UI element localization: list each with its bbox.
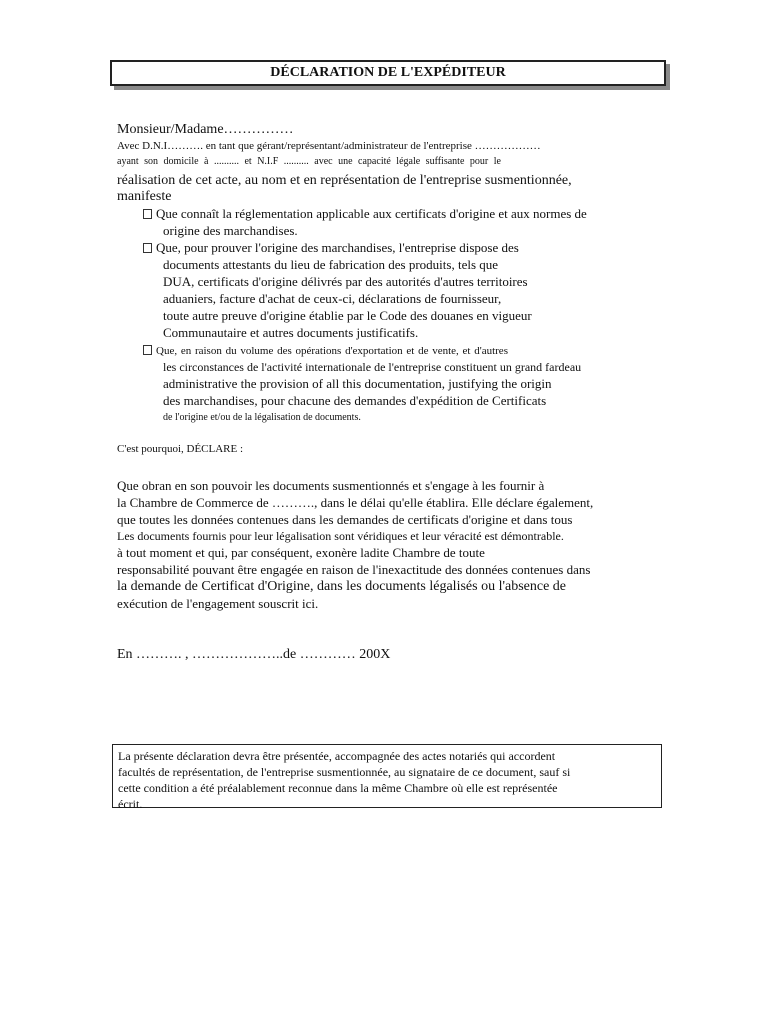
- document-title: DÉCLARATION DE L'EXPÉDITEUR: [110, 60, 666, 86]
- declaration-line-6: responsabilité pouvant être engagée en raison de l'inexactitude des données contenues dans: [117, 562, 591, 577]
- item-2-line-5: toute autre preuve d'origine établie par le Code des douanes en vigueur: [163, 308, 532, 323]
- intro-line-2: ayant son domicile à .......... et N.I.F .......... avec une capacité légale suffisante pour le: [117, 156, 501, 167]
- item-1-line-1: Que connaît la réglementation applicable aux certificats d'origine et aux normes de: [143, 207, 587, 222]
- item-3-line-1: Que, en raison du volume des opérations d'exportation et de vente, et d'autres: [143, 345, 508, 358]
- item-2-line-2: documents attestants du lieu de fabrication des produits, tels que: [163, 257, 499, 272]
- intro-line-3: réalisation de cet acte, au nom et en représentation de l'entreprise susmentionnée,: [117, 173, 572, 188]
- item-3-line-2: les circonstances de l'activité internationale de l'entreprise constituent un grand fardeau: [163, 360, 582, 374]
- declaration-line-2: la Chambre de Commerce de ………., dans le délai qu'elle établira. Elle déclare également,: [117, 495, 594, 510]
- salutation: Monsieur/Madame……………: [117, 122, 294, 137]
- intro-line-4: manifeste: [117, 189, 172, 204]
- declaration-line-4: Les documents fournis pour leur légalisation sont véridiques et leur véracité est démontrable.: [117, 529, 564, 543]
- declaration-line-8: exécution de l'engagement souscrit ici.: [117, 596, 319, 611]
- item-1-line-2: origine des marchandises.: [163, 223, 298, 238]
- declare-label: C'est pourquoi, DÉCLARE :: [117, 443, 244, 455]
- notice-line-4: écrit.: [118, 797, 143, 811]
- item-2-line-6: Communautaire et autres documents justificatifs.: [163, 325, 419, 340]
- notice-line-1: La présente déclaration devra être présentée, accompagnée des actes notariés qui accordent: [118, 749, 556, 763]
- notice-line-3: cette condition a été préalablement reconnue dans la même Chambre où elle est représentée: [118, 781, 558, 795]
- declaration-line-7: la demande de Certificat d'Origine, dans les documents légalisés ou l'absence de: [117, 579, 567, 594]
- declaration-line-1: Que obran en son pouvoir les documents susmentionnés et s'engage à les fournir à: [117, 478, 545, 493]
- item-3-line-5: de l'origine et/ou de la légalisation de documents.: [163, 412, 361, 423]
- item-3-line-3: administrative the provision of all this documentation, justifying the origin: [163, 376, 552, 391]
- item-3-line-4: des marchandises, pour chacune des demandes d'expédition de Certificats: [163, 393, 547, 408]
- declaration-line-5: à tout moment et qui, par conséquent, exonère ladite Chambre de toute: [117, 545, 485, 560]
- notice-line-2: facultés de représentation, de l'entreprise susmentionnée, au signataire de ce document, sauf si: [118, 765, 571, 779]
- declaration-line-3: que toutes les données contenues dans les demandes de certificats d'origine et dans tous: [117, 512, 573, 527]
- item-2-line-4: aduaniers, facture d'achat de ceux-ci, déclarations de fournisseur,: [163, 291, 502, 306]
- intro-line-1: Avec D.N.I………. en tant que gérant/représentant/administrateur de l'entreprise ………………: [117, 140, 541, 152]
- checkbox-icon: [143, 345, 152, 355]
- checkbox-icon: [143, 209, 152, 219]
- notice-box: [112, 744, 662, 811]
- item-2-line-3: DUA, certificats d'origine délivrés par des autorités d'autres territoires: [163, 274, 528, 289]
- item-2-line-1: Que, pour prouver l'origine des marchandises, l'entreprise dispose des: [143, 241, 519, 256]
- place-date-line: En ………. , ………………..de ………… 200X: [117, 647, 391, 662]
- checkbox-icon: [143, 243, 152, 253]
